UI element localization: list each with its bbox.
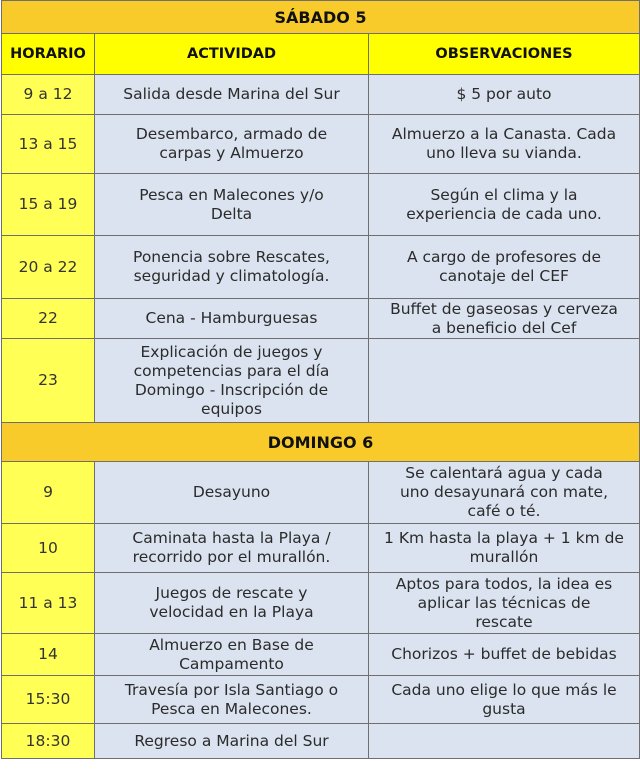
notes-cell: Almuerzo a la Canasta. Cada uno lleva su vianda. [369, 115, 640, 174]
notes-cell [369, 339, 640, 423]
activity-cell: Almuerzo en Base de Campamento [95, 634, 369, 676]
time-cell: 9 [2, 462, 95, 524]
activity-cell: Ponencia sobre Rescates, seguridad y climatología. [95, 236, 369, 299]
time-cell: 23 [2, 339, 95, 423]
time-cell: 10 [2, 524, 95, 573]
activity-cell: Travesía por Isla Santiago o Pesca en Malecones. [95, 676, 369, 724]
time-cell: 20 a 22 [2, 236, 95, 299]
time-cell: 15 a 19 [2, 174, 95, 236]
activity-cell: Cena - Hamburguesas [95, 299, 369, 339]
table-row [2, 236, 640, 299]
table-row [2, 524, 640, 573]
activity-cell: Caminata hasta la Playa / recorrido por el murallón. [95, 524, 369, 573]
table-row [2, 676, 640, 724]
notes-cell [369, 724, 640, 759]
time-cell: 13 a 15 [2, 115, 95, 174]
time-cell: 9 a 12 [2, 75, 95, 115]
activity-cell: Explicación de juegos y competencias para el día Domingo - Inscripción de equipos [95, 339, 369, 423]
time-cell: 22 [2, 299, 95, 339]
activity-cell: Regreso a Marina del Sur [95, 724, 369, 759]
table-row [2, 115, 640, 174]
day-title-sabado: SÁBADO 5 [2, 1, 640, 34]
notes-cell: Chorizos + buffet de bebidas [369, 634, 640, 676]
notes-cell: $ 5 por auto [369, 75, 640, 115]
table-row [2, 299, 640, 339]
time-cell: 15:30 [2, 676, 95, 724]
table-row [2, 174, 640, 236]
notes-cell: Aptos para todos, la idea es aplicar las técnicas de rescate [369, 573, 640, 634]
time-cell: 14 [2, 634, 95, 676]
day-title-domingo: DOMINGO 6 [2, 423, 640, 462]
activity-cell: Pesca en Malecones y/o Delta [95, 174, 369, 236]
time-cell: 11 a 13 [2, 573, 95, 634]
table-row [2, 75, 640, 115]
table-row [2, 634, 640, 676]
notes-cell: 1 Km hasta la playa + 1 km de murallón [369, 524, 640, 573]
header-observaciones: OBSERVACIONES [369, 34, 640, 75]
table-row [2, 462, 640, 524]
day-header-row [2, 1, 640, 34]
notes-cell: Buffet de gaseosas y cerveza a beneficio del Cef [369, 299, 640, 339]
activity-cell: Desayuno [95, 462, 369, 524]
notes-cell: A cargo de profesores de canotaje del CEF [369, 236, 640, 299]
table-row [2, 339, 640, 423]
notes-cell: Se calentará agua y cada uno desayunará con mate, café o té. [369, 462, 640, 524]
activity-cell: Desembarco, armado de carpas y Almuerzo [95, 115, 369, 174]
header-actividad: ACTIVIDAD [95, 34, 369, 75]
day-header-row [2, 423, 640, 462]
table-row [2, 724, 640, 759]
table-row [2, 573, 640, 634]
activity-cell: Juegos de rescate y velocidad en la Playa [95, 573, 369, 634]
time-cell: 18:30 [2, 724, 95, 759]
header-horario: HORARIO [2, 34, 95, 75]
notes-cell: Cada uno elige lo que más le gusta [369, 676, 640, 724]
notes-cell: Según el clima y la experiencia de cada uno. [369, 174, 640, 236]
activity-cell: Salida desde Marina del Sur [95, 75, 369, 115]
column-header-row [2, 34, 640, 75]
schedule-table [1, 0, 640, 759]
